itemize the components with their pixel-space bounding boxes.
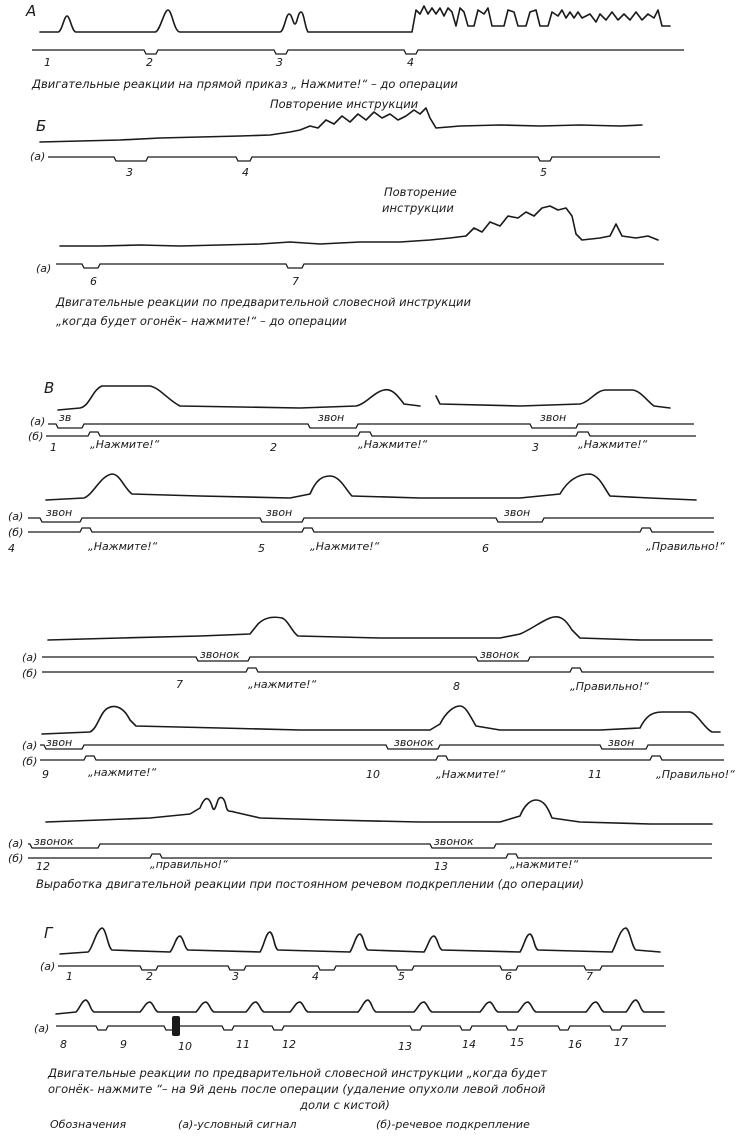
section-c-letter: В	[44, 379, 55, 397]
section-c-zvon: звон	[46, 736, 73, 749]
section-d-mark: 3	[232, 970, 239, 983]
section-d-trace-1	[60, 928, 660, 954]
section-c-press: „нажмите!“	[248, 678, 317, 691]
section-d-mark: 5	[398, 970, 405, 983]
section-c-zvonok: звонок	[480, 648, 520, 661]
section-c-press: „Нажмите!“	[88, 540, 158, 553]
section-a-trace	[40, 6, 670, 32]
section-a-mark: 3	[276, 56, 283, 69]
section-c-baseline-b5	[28, 854, 712, 858]
section-d-caption: доли с кистой)	[300, 1098, 390, 1112]
section-a-letter: А	[26, 2, 37, 20]
section-b-trace-2	[60, 206, 658, 246]
section-c-mark: 3	[532, 441, 539, 454]
section-b-mark: 7	[292, 275, 299, 288]
section-c-baseline-a5	[28, 844, 712, 848]
section-d-mark: 8	[60, 1038, 67, 1051]
section-a-mark: 1	[44, 56, 51, 69]
section-a-mark: 4	[407, 56, 414, 69]
section-c-channel-a: (а)	[30, 415, 46, 428]
section-c-mark: 9	[42, 768, 49, 781]
section-c-zvon: звон	[266, 506, 293, 519]
section-c-channel-b: (б)	[22, 667, 38, 680]
section-a-caption: Двигательные реакции на прямой приказ „ Нажмите!“ – до операции	[32, 77, 458, 91]
section-c-trace-1b	[436, 390, 670, 408]
section-d-caption: Двигательные реакции по предварительной словесной инструкции „когда будет	[48, 1066, 547, 1080]
section-c-baseline-a1	[48, 424, 694, 428]
section-c-mark: 6	[482, 542, 489, 555]
section-c-channel-a: (а)	[22, 739, 38, 752]
section-c-trace-1	[58, 386, 420, 410]
section-d-mark: 11	[236, 1038, 250, 1051]
section-c-mark: 5	[258, 542, 265, 555]
section-d-mark: 14	[462, 1038, 476, 1051]
section-c-baseline-b1	[46, 432, 696, 436]
section-c-mark: 13	[434, 860, 448, 873]
section-c-baseline-b3	[42, 668, 714, 672]
section-b-channel-a: (а)	[30, 150, 46, 163]
section-c-mark: 7	[176, 678, 183, 691]
section-b-baseline-1	[48, 157, 660, 161]
section-c-press: „Нажмите!“	[358, 438, 428, 451]
section-d-letter: Г	[44, 924, 53, 942]
section-b-repeat-label-2: Повторение	[384, 185, 457, 199]
section-c-baseline-a2	[28, 518, 714, 522]
section-c-mark: 12	[36, 860, 50, 873]
section-c-trace-4	[42, 706, 720, 734]
section-d-channel-a: (а)	[40, 960, 56, 973]
section-d-caption: огонёк- нажмите “– на 9й день после операции (удаление опухоли левой лобной	[48, 1082, 546, 1096]
section-b-channel-a: (а)	[36, 262, 52, 275]
legend-item-a: (а)-условный сигнал	[178, 1118, 297, 1131]
section-c-correct: „Правильно!“	[646, 540, 725, 553]
section-c-trace-3	[48, 617, 712, 640]
section-c-zvon: звон	[318, 411, 345, 424]
section-c-zvonok: звонок	[434, 835, 474, 848]
section-c-baseline-b4	[40, 756, 724, 760]
section-c-zvon: звон	[540, 411, 567, 424]
section-c-baseline-a3	[42, 657, 714, 661]
section-c-channel-a: (а)	[8, 837, 24, 850]
section-c-zvonok: звонок	[34, 835, 74, 848]
section-b-mark: 4	[242, 166, 249, 179]
section-c-channel-b: (б)	[8, 526, 24, 539]
section-b-trace-1	[40, 108, 642, 142]
section-d-mark: 12	[282, 1038, 296, 1051]
section-d-mark: 2	[146, 970, 153, 983]
section-b-caption: Двигательные реакции по предварительной словесной инструкции	[56, 295, 472, 309]
section-c-zvon: звон	[608, 736, 635, 749]
section-c-press: „Нажмите!“	[578, 438, 648, 451]
section-c-mark: 1	[50, 441, 57, 454]
section-c-zvon: звон	[504, 506, 531, 519]
section-d-mark: 6	[505, 970, 512, 983]
section-c-channel-b: (б)	[28, 430, 44, 443]
section-d-mark: 4	[312, 970, 319, 983]
section-d-mark: 15	[510, 1036, 524, 1049]
section-c-press: „Нажмите!“	[436, 768, 506, 781]
section-b-mark: 3	[126, 166, 133, 179]
section-c-zvonok: звонок	[200, 648, 240, 661]
section-c-zvonok: звонок	[394, 736, 434, 749]
section-b-mark: 6	[90, 275, 97, 288]
legend-item-b: (б)-речевое подкрепление	[376, 1118, 530, 1131]
section-c-press: „Нажмите!“	[90, 438, 160, 451]
section-c-channel-a: (а)	[8, 510, 24, 523]
section-c-trace-5	[46, 798, 712, 824]
section-d-mark: 9	[120, 1038, 127, 1051]
section-b-letter: Б	[36, 117, 47, 135]
section-c-press: „нажмите!“	[88, 766, 157, 779]
section-c-zvon: звон	[46, 506, 73, 519]
section-c-channel-b: (б)	[8, 852, 24, 865]
section-d-mark: 1	[66, 970, 73, 983]
section-c-zvon: зв	[59, 411, 72, 424]
section-b-repeat-label-2: инструкции	[382, 201, 454, 215]
section-c-correct: „Правильно!“	[656, 768, 735, 781]
legend-title: Обозначения	[50, 1118, 127, 1131]
section-d-mark: 10	[178, 1040, 192, 1053]
section-c-press: „Нажмите!“	[310, 540, 380, 553]
section-c-correct: „правильно!“	[150, 858, 228, 871]
section-a-mark: 2	[146, 56, 153, 69]
section-c-mark: 11	[588, 768, 602, 781]
section-c-press: „нажмите!“	[510, 858, 579, 871]
section-c-mark: 8	[453, 680, 460, 693]
section-b-baseline-2	[56, 264, 664, 268]
section-c-baseline-b2	[28, 528, 714, 532]
section-b-repeat-label: Повторение инструкции	[270, 97, 419, 111]
section-d-trace-2	[56, 1000, 664, 1014]
section-c-mark: 10	[366, 768, 380, 781]
section-b-mark: 5	[540, 166, 547, 179]
section-c-channel-b: (б)	[22, 755, 38, 768]
section-c-mark: 4	[8, 542, 15, 555]
section-b-caption: „когда будет огонёк– нажмите!“ – до операции	[56, 314, 347, 328]
section-c-correct: „Правильно!“	[570, 680, 649, 693]
section-d-channel-a: (а)	[34, 1022, 50, 1035]
section-c-channel-a: (а)	[22, 651, 38, 664]
section-d-mark: 16	[568, 1038, 582, 1051]
section-c-caption: Выработка двигательной реакции при постоянном речевом подкреплении (до операции)	[36, 877, 585, 891]
section-c-trace-2	[46, 474, 696, 500]
section-c-mark: 2	[270, 441, 277, 454]
section-d-baseline-2	[56, 1026, 666, 1030]
section-d-mark: 13	[398, 1040, 412, 1053]
section-d-mark: 7	[586, 970, 593, 983]
section-a-baseline	[32, 50, 684, 54]
section-d-mark: 17	[614, 1036, 628, 1049]
